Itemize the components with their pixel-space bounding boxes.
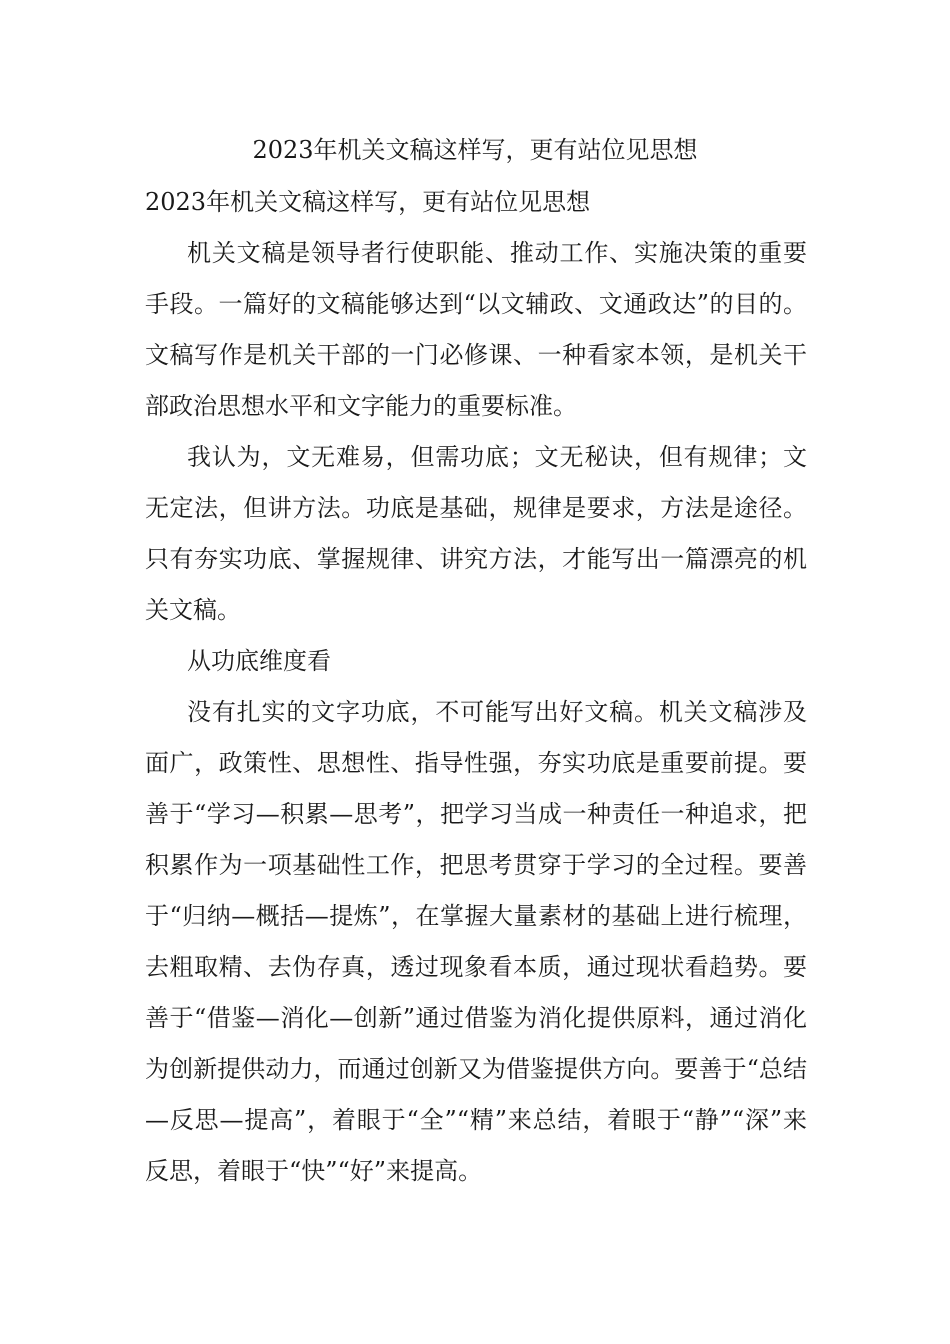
paragraph: 我认为，文无难易，但需功底；文无秘诀，但有规律；文无定法，但讲方法。功底是基础，规律是要求，方法是途径。只有夯实功底、掌握规律、讲究方法，才能写出一篇漂亮的机关文稿。 — [145, 443, 807, 624]
document-title: 2023年机关文稿这样写，更有站位见思想 — [252, 136, 698, 164]
paragraph: 机关文稿是领导者行使职能、推动工作、实施决策的重要手段。一篇好的文稿能够达到“以文辅政、文通政达”的目的。文稿写作是机关干部的一门必修课、一种看家本领，是机关干部政治思想水平和文字能力的重要标准。 — [145, 239, 807, 420]
document-body — [145, 177, 807, 1197]
paragraph: 没有扎实的文字功底，不可能写出好文稿。机关文稿涉及面广，政策性、思想性、指导性强，夯实功底是重要前提。要善于“学习—积累—思考”，把学习当成一种责任一种追求，把积累作为一项基础性工作，把思考贯穿于学习的全过程。要善于“归纳—概括—提炼”，在掌握大量素材的基础上进行梳理，去粗取精、去伪存真，透过现象看本质，通过现状看趋势。要善于“借鉴—消化—创新”通过借鉴为消化提供原料，通过消化为创新提供动力，而通过创新又为借鉴提供方向。要善于“总结—反思—提高”，着眼于“全”“精”来总结，着眼于“静”“深”来反思，着眼于“快”“好”来提高。 — [145, 698, 807, 1185]
document-subtitle: 2023年机关文稿这样写，更有站位见思想 — [145, 188, 591, 216]
section-heading: 从功底维度看 — [187, 647, 331, 675]
